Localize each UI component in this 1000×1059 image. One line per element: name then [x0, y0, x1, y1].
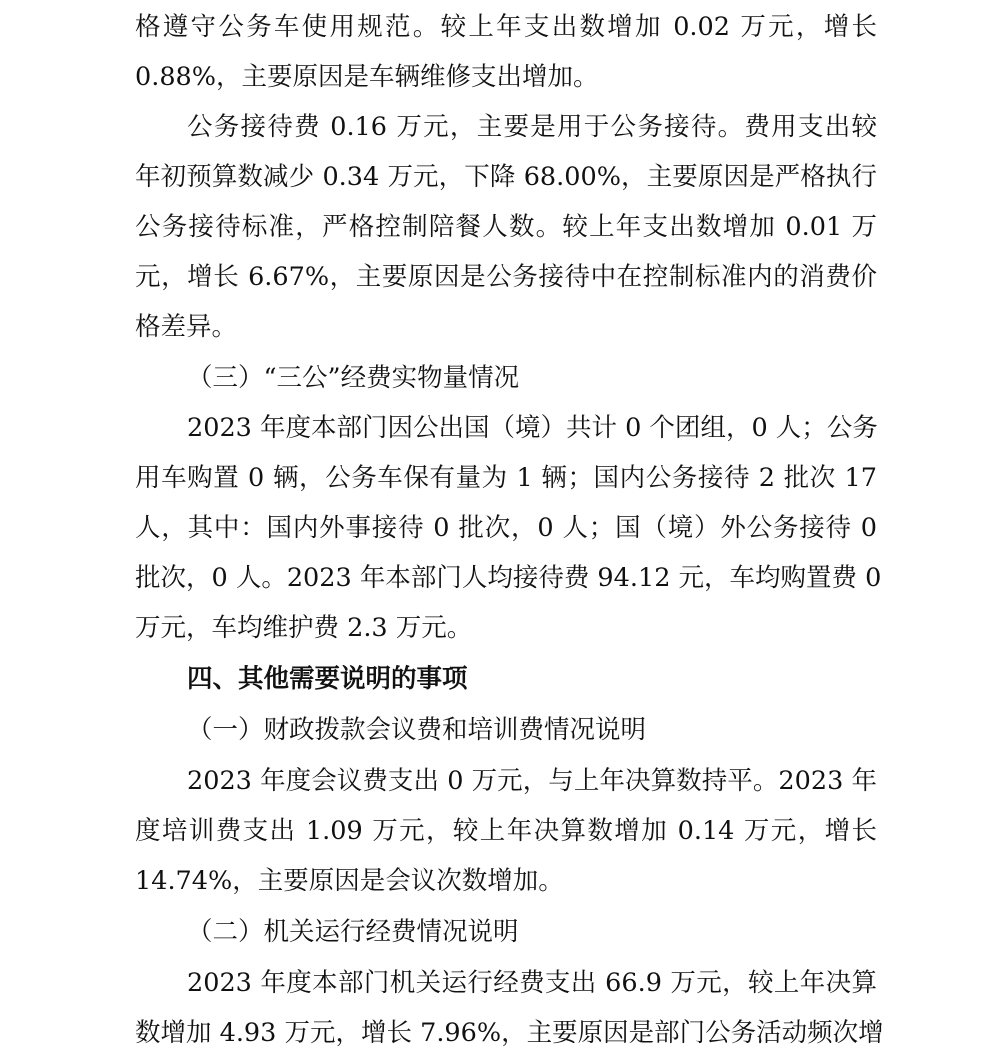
- text-line: 格差异。: [135, 312, 238, 342]
- text-line: 14.74%，主要原因是会议次数增加。: [135, 866, 564, 896]
- text-line: 批次，0 人。2023 年本部门人均接待费 94.12 元，车均购置费 0: [135, 563, 882, 593]
- section-heading-4: 四、其他需要说明的事项: [187, 664, 468, 694]
- text-line: 公务接待标准，严格控制陪餐人数。较上年支出数增加 0.01 万: [135, 212, 877, 242]
- text-line: 数增加 4.93 万元，增长 7.96%，主要原因是部门公务活动频次增: [135, 1018, 884, 1048]
- paragraph-first-line: 2023 年度本部门机关运行经费支出 66.9 万元，较上年决算: [187, 968, 877, 998]
- subsection-heading-3: （三）“三公”经费实物量情况: [187, 363, 520, 393]
- paragraph-first-line: 公务接待费 0.16 万元，主要是用于公务接待。费用支出较: [187, 112, 877, 142]
- text-line: 万元，车均维护费 2.3 万元。: [135, 613, 473, 643]
- text-line: 0.88%，主要原因是车辆维修支出增加。: [135, 62, 599, 92]
- paragraph-first-line: 2023 年度会议费支出 0 万元，与上年决算数持平。2023 年: [187, 766, 877, 796]
- text-line: 度培训费支出 1.09 万元，较上年决算数增加 0.14 万元，增长: [135, 816, 877, 846]
- subsection-heading-1: （一）财政拨款会议费和培训费情况说明: [187, 715, 647, 745]
- text-line: 元，增长 6.67%，主要原因是公务接待中在控制标准内的消费价: [135, 262, 877, 292]
- text-line: 格遵守公务车使用规范。较上年支出数增加 0.02 万元，增长: [135, 12, 877, 42]
- paragraph-first-line: 2023 年度本部门因公出国（境）共计 0 个团组，0 人；公务: [187, 413, 878, 443]
- text-line: 用车购置 0 辆，公务车保有量为 1 辆；国内公务接待 2 批次 17: [135, 463, 877, 493]
- text-line: 人，其中：国内外事接待 0 批次，0 人；国（境）外公务接待 0: [135, 513, 877, 543]
- subsection-heading-2: （二）机关运行经费情况说明: [187, 917, 519, 947]
- text-line: 年初预算数减少 0.34 万元，下降 68.00%，主要原因是严格执行: [135, 162, 877, 192]
